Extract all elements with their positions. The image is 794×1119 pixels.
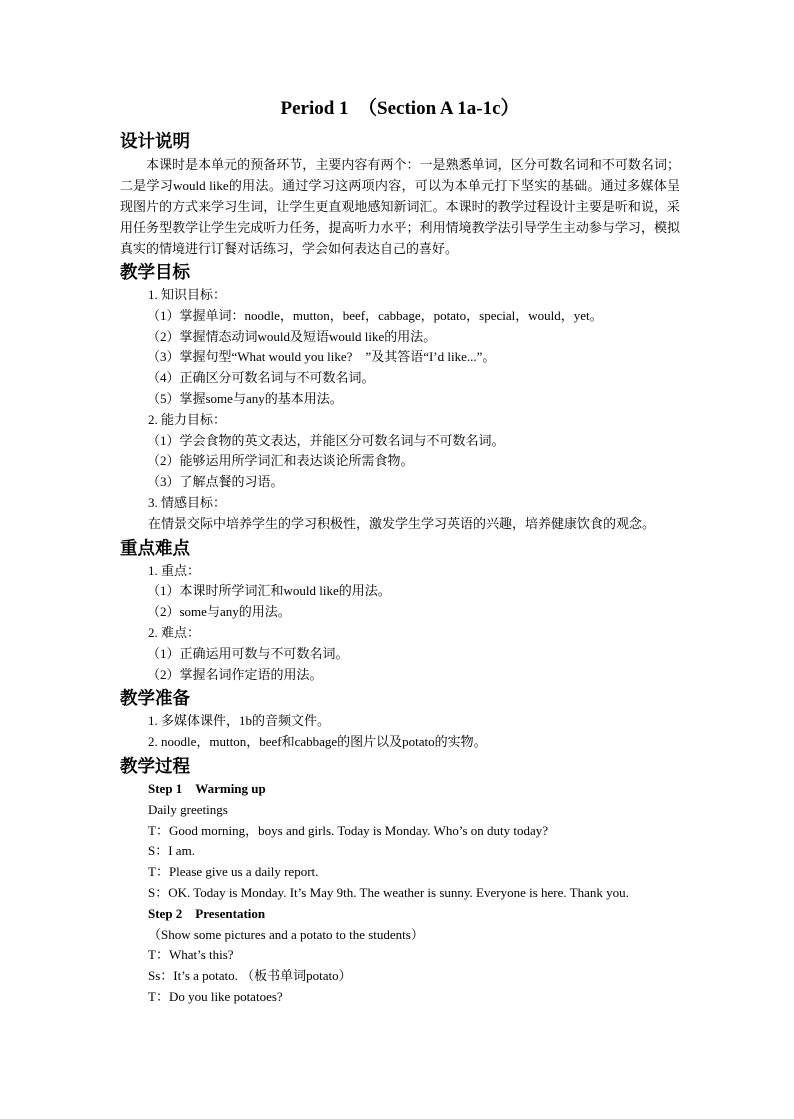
dialogue-line: S：OK. Today is Monday. It’s May 9th. The weather is sunny. Everyone is here. Thank you.	[148, 884, 629, 900]
objective-line: （3）了解点餐的习语。	[147, 474, 284, 490]
design-paragraph: 本课时是本单元的预备环节，主要内容有两个：一是熟悉单词，区分可数名词和不可数名词；二是学习would like的用法。通过学习这两项内容，可以为本单元打下坚实的基础。通过多媒体呈现图片的方式来学习生词，让学生更直观地感知新词汇。本课时的教学过程设计主要是听和说，采用任务型教学让学生完成听力任务，提高听力水平；利用情境教学法引导学生主动参与学习，模拟真实的情境进行订餐对话练习，学会如何表达自己的喜好。	[120, 157, 680, 256]
step1-heading: Step 1 Warming up	[148, 780, 266, 796]
dialogue-line: Daily greetings	[148, 801, 228, 817]
keypoint-line: （1）正确运用可数与不可数名词。	[147, 645, 349, 661]
objective-line: （1）学会食物的英文表达，并能区分可数名词与不可数名词。	[147, 432, 505, 448]
objective-line: （4）正确区分可数名词与不可数名词。	[147, 370, 375, 386]
objectives-list	[120, 285, 680, 535]
preparation-line: 1. 多媒体课件，1b的音频文件。	[148, 713, 331, 729]
step2-heading: Step 2 Presentation	[148, 905, 266, 921]
objective-line: 在情景交际中培养学生的学习积极性，激发学生学习英语的兴趣，培养健康饮食的观念。	[148, 515, 656, 531]
dialogue-line: Ss：It’s a potato. （板书单词potato）	[148, 968, 352, 984]
dialogue-line: S：I am.	[148, 843, 195, 859]
objective-line: （2）能够运用所学词汇和表达谈论所需食物。	[147, 453, 414, 469]
dialogue-line: T：Good morning，boys and girls. Today is Monday. Who’s on duty today?	[148, 822, 549, 838]
document-page	[120, 96, 680, 1008]
preparation-heading: 教学准备	[120, 688, 190, 709]
keypoints-list	[120, 561, 680, 686]
keypoint-line: 1. 重点：	[148, 562, 201, 578]
dialogue-line: T：Please give us a daily report.	[148, 864, 319, 880]
objectives-heading: 教学目标	[120, 262, 190, 282]
keypoints-heading: 重点难点	[120, 537, 190, 558]
design-heading: 设计说明	[120, 131, 190, 151]
objective-line: （5）掌握some与any的基本用法。	[147, 390, 343, 406]
preparation-line: 2. noodle，mutton，beef和cabbage的图片以及potato的实物。	[148, 734, 487, 750]
dialogue-line: T：What’s this?	[148, 947, 234, 963]
objective-line: 1. 知识目标：	[148, 287, 227, 302]
keypoint-line: （2）掌握名词作定语的用法。	[147, 666, 323, 682]
page-title: Period 1 （Section A 1a-1c）	[280, 98, 520, 119]
objective-line: 2. 能力目标：	[148, 411, 227, 427]
objective-line: （3）掌握句型“What would you like? ”及其答语“I’d like...”。	[147, 349, 496, 365]
objective-line: （2）掌握情态动词would及短语would like的用法。	[147, 328, 437, 344]
keypoint-line: （1）本课时所学词汇和would like的用法。	[147, 583, 391, 599]
process-body	[120, 779, 680, 1008]
objective-line: （1）掌握单词：noodle，mutton，beef，cabbage，potato，special，would，yet。	[147, 307, 603, 323]
dialogue-line: T：Do you like potatoes?	[148, 988, 283, 1004]
preparation-list	[120, 711, 680, 753]
objective-line: 3. 情感目标：	[148, 494, 227, 510]
process-heading: 教学过程	[120, 755, 190, 776]
dialogue-line: （Show some pictures and a potato to the students）	[148, 926, 424, 942]
keypoint-line: （2）some与any的用法。	[147, 604, 291, 620]
keypoint-line: 2. 难点：	[148, 624, 201, 640]
